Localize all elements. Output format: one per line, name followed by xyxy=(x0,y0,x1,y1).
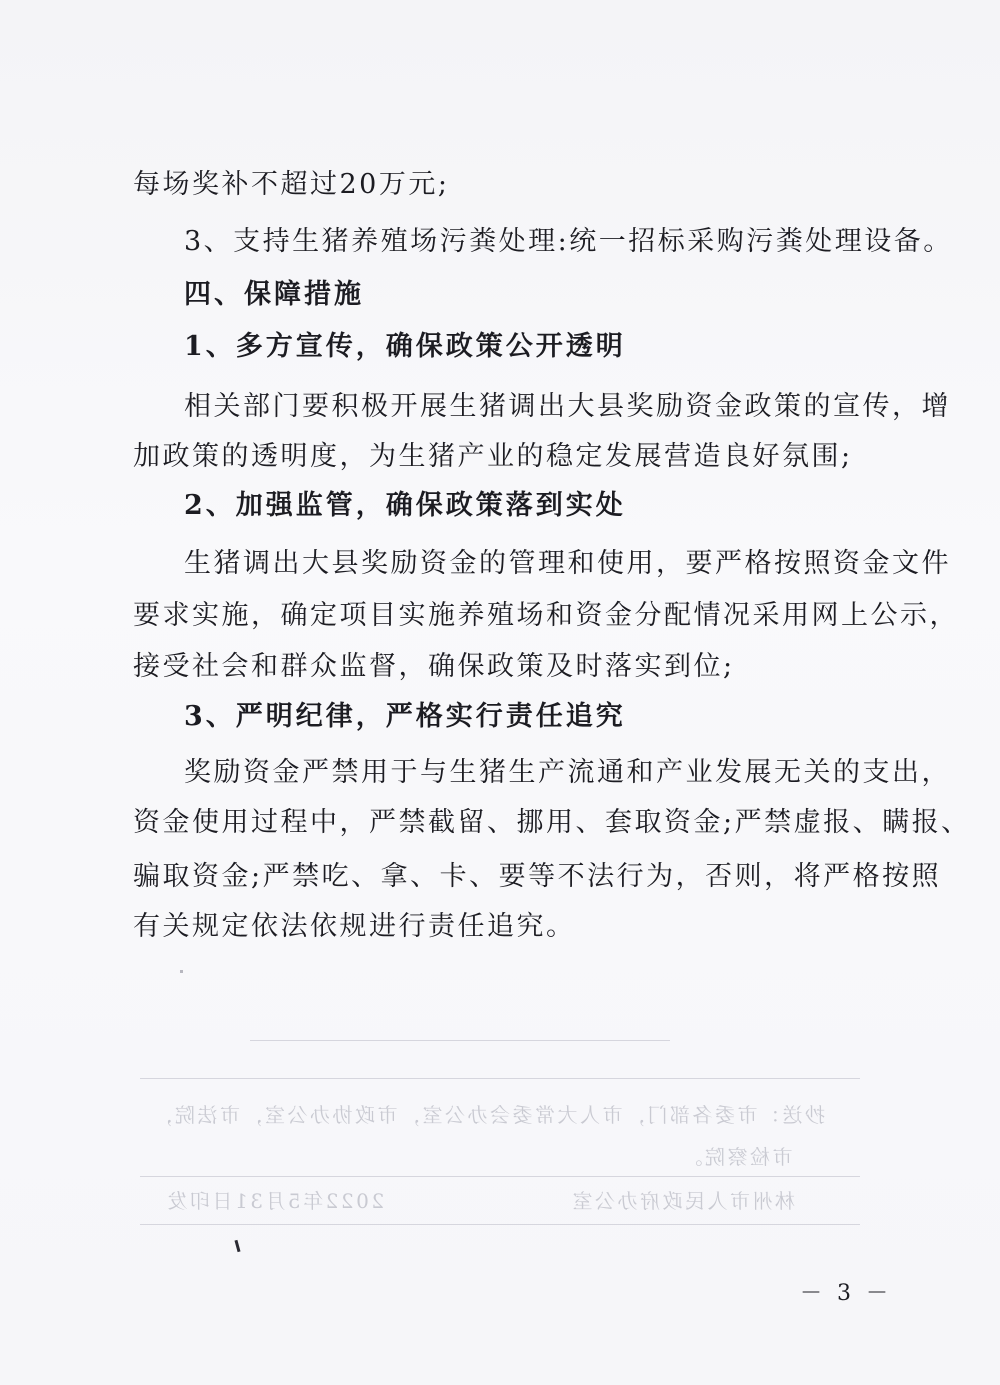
body-line: 奖励资金严禁用于与生猪生产流通和产业发展无关的支出， xyxy=(184,757,951,788)
page-number: － 3 － xyxy=(800,1281,892,1306)
body-line: 3、支持生猪养殖场污粪处理:统一招标采购污粪处理设备。 xyxy=(184,226,953,257)
section-heading: 四、保障措施 xyxy=(184,279,364,310)
body-line: 加政策的透明度，为生猪产业的稳定发展营造良好氛围; xyxy=(133,441,853,472)
scan-speck xyxy=(180,970,183,973)
body-line: 相关部门要积极开展生猪调出大县奖励资金政策的宣传，增 xyxy=(184,391,951,422)
subsection-heading: 3、严明纪律，严格实行责任追究 xyxy=(184,701,626,732)
subsection-heading: 2、加强监管，确保政策落到实处 xyxy=(184,490,626,521)
bleed-through-date: 2022年5月31日印发 xyxy=(165,1189,385,1213)
body-line: 骗取资金;严禁吃、拿、卡、要等不法行为，否则，将严格按照 xyxy=(133,861,942,892)
subsection-heading: 1、多方宣传，确保政策公开透明 xyxy=(184,331,626,362)
body-line: 要求实施，确定项目实施养殖场和资金分配情况采用网上公示， xyxy=(133,600,959,631)
body-line: 有关规定依法依规进行责任追究。 xyxy=(133,911,576,942)
body-line: 资金使用过程中，严禁截留、挪用、套取资金;严禁虚报、瞒报、 xyxy=(133,807,971,838)
bleed-through-cc-line: 抄送：市委各部门，市人大常委会办公室，市政协办公室，市法院， xyxy=(150,1103,825,1127)
separator-rule xyxy=(250,1040,670,1041)
body-line: 每场奖补不超过20万元; xyxy=(133,169,450,200)
bleed-through-cc-line: 市检察院。 xyxy=(680,1145,793,1169)
bleed-through-issuer: 林州市人民政府办公室 xyxy=(570,1189,795,1213)
body-line: 接受社会和群众监督，确保政策及时落实到位; xyxy=(133,651,735,682)
body-line: 生猪调出大县奖励资金的管理和使用，要严格按照资金文件 xyxy=(184,548,951,579)
scan-speck xyxy=(234,1240,240,1252)
separator-rule xyxy=(140,1224,860,1225)
separator-rule xyxy=(140,1078,860,1079)
separator-rule xyxy=(140,1176,860,1177)
